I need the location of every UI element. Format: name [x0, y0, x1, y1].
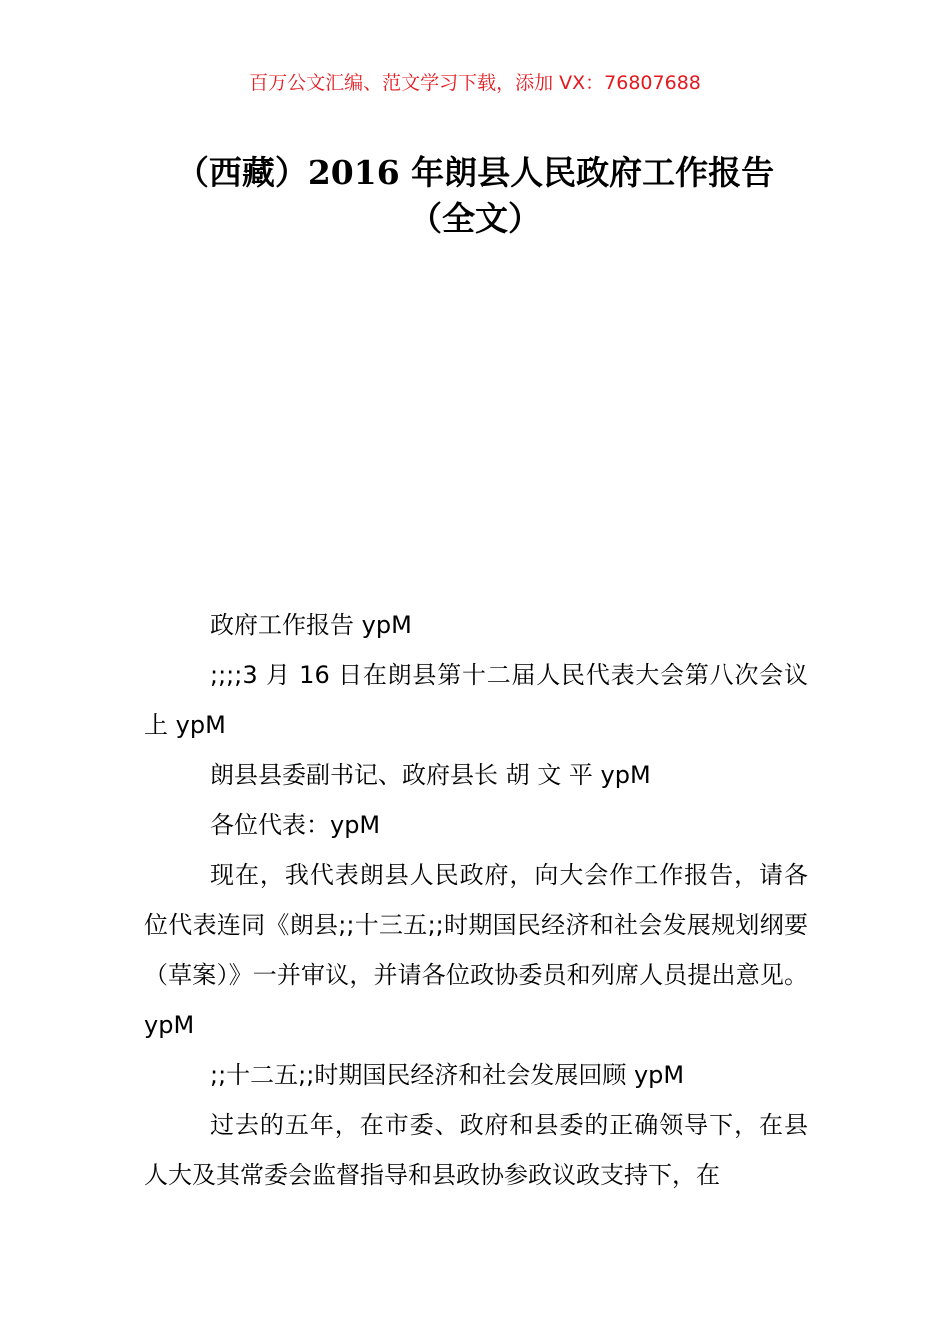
- paragraph-meeting-info: ;;;;3 月 16 日在朗县第十二届人民代表大会第八次会议上 ypM: [144, 661, 808, 739]
- paragraph-heading: 政府工作报告 ypM: [210, 611, 412, 639]
- paragraph-section-heading: ;;十二五;;时期国民经济和社会发展回顾 ypM: [210, 1061, 685, 1089]
- header-note: 百万公文汇编、范文学习下载，添加 VX：76807688: [249, 72, 701, 94]
- document-body: [144, 600, 808, 1200]
- paragraph-speaker: 朗县县委副书记、政府县长 胡 文 平 ypM: [210, 761, 651, 789]
- document-title: [60, 150, 890, 242]
- title-line-1: （西藏）2016 年朗县人民政府工作报告: [175, 153, 775, 192]
- title-line-2: （全文）: [409, 199, 541, 238]
- paragraph-salutation: 各位代表：ypM: [210, 811, 381, 839]
- paragraph-intro: 现在，我代表朗县人民政府，向大会作工作报告，请各位代表连同《朗县;;十三五;;时期国民经济和社会发展规划纲要（草案）》一并审议，并请各位政协委员和列席人员提出意见。ypM: [144, 861, 808, 1039]
- paragraph-review: 过去的五年，在市委、政府和县委的正确领导下，在县人大及其常委会监督指导和县政协参政议政支持下，在: [144, 1111, 808, 1189]
